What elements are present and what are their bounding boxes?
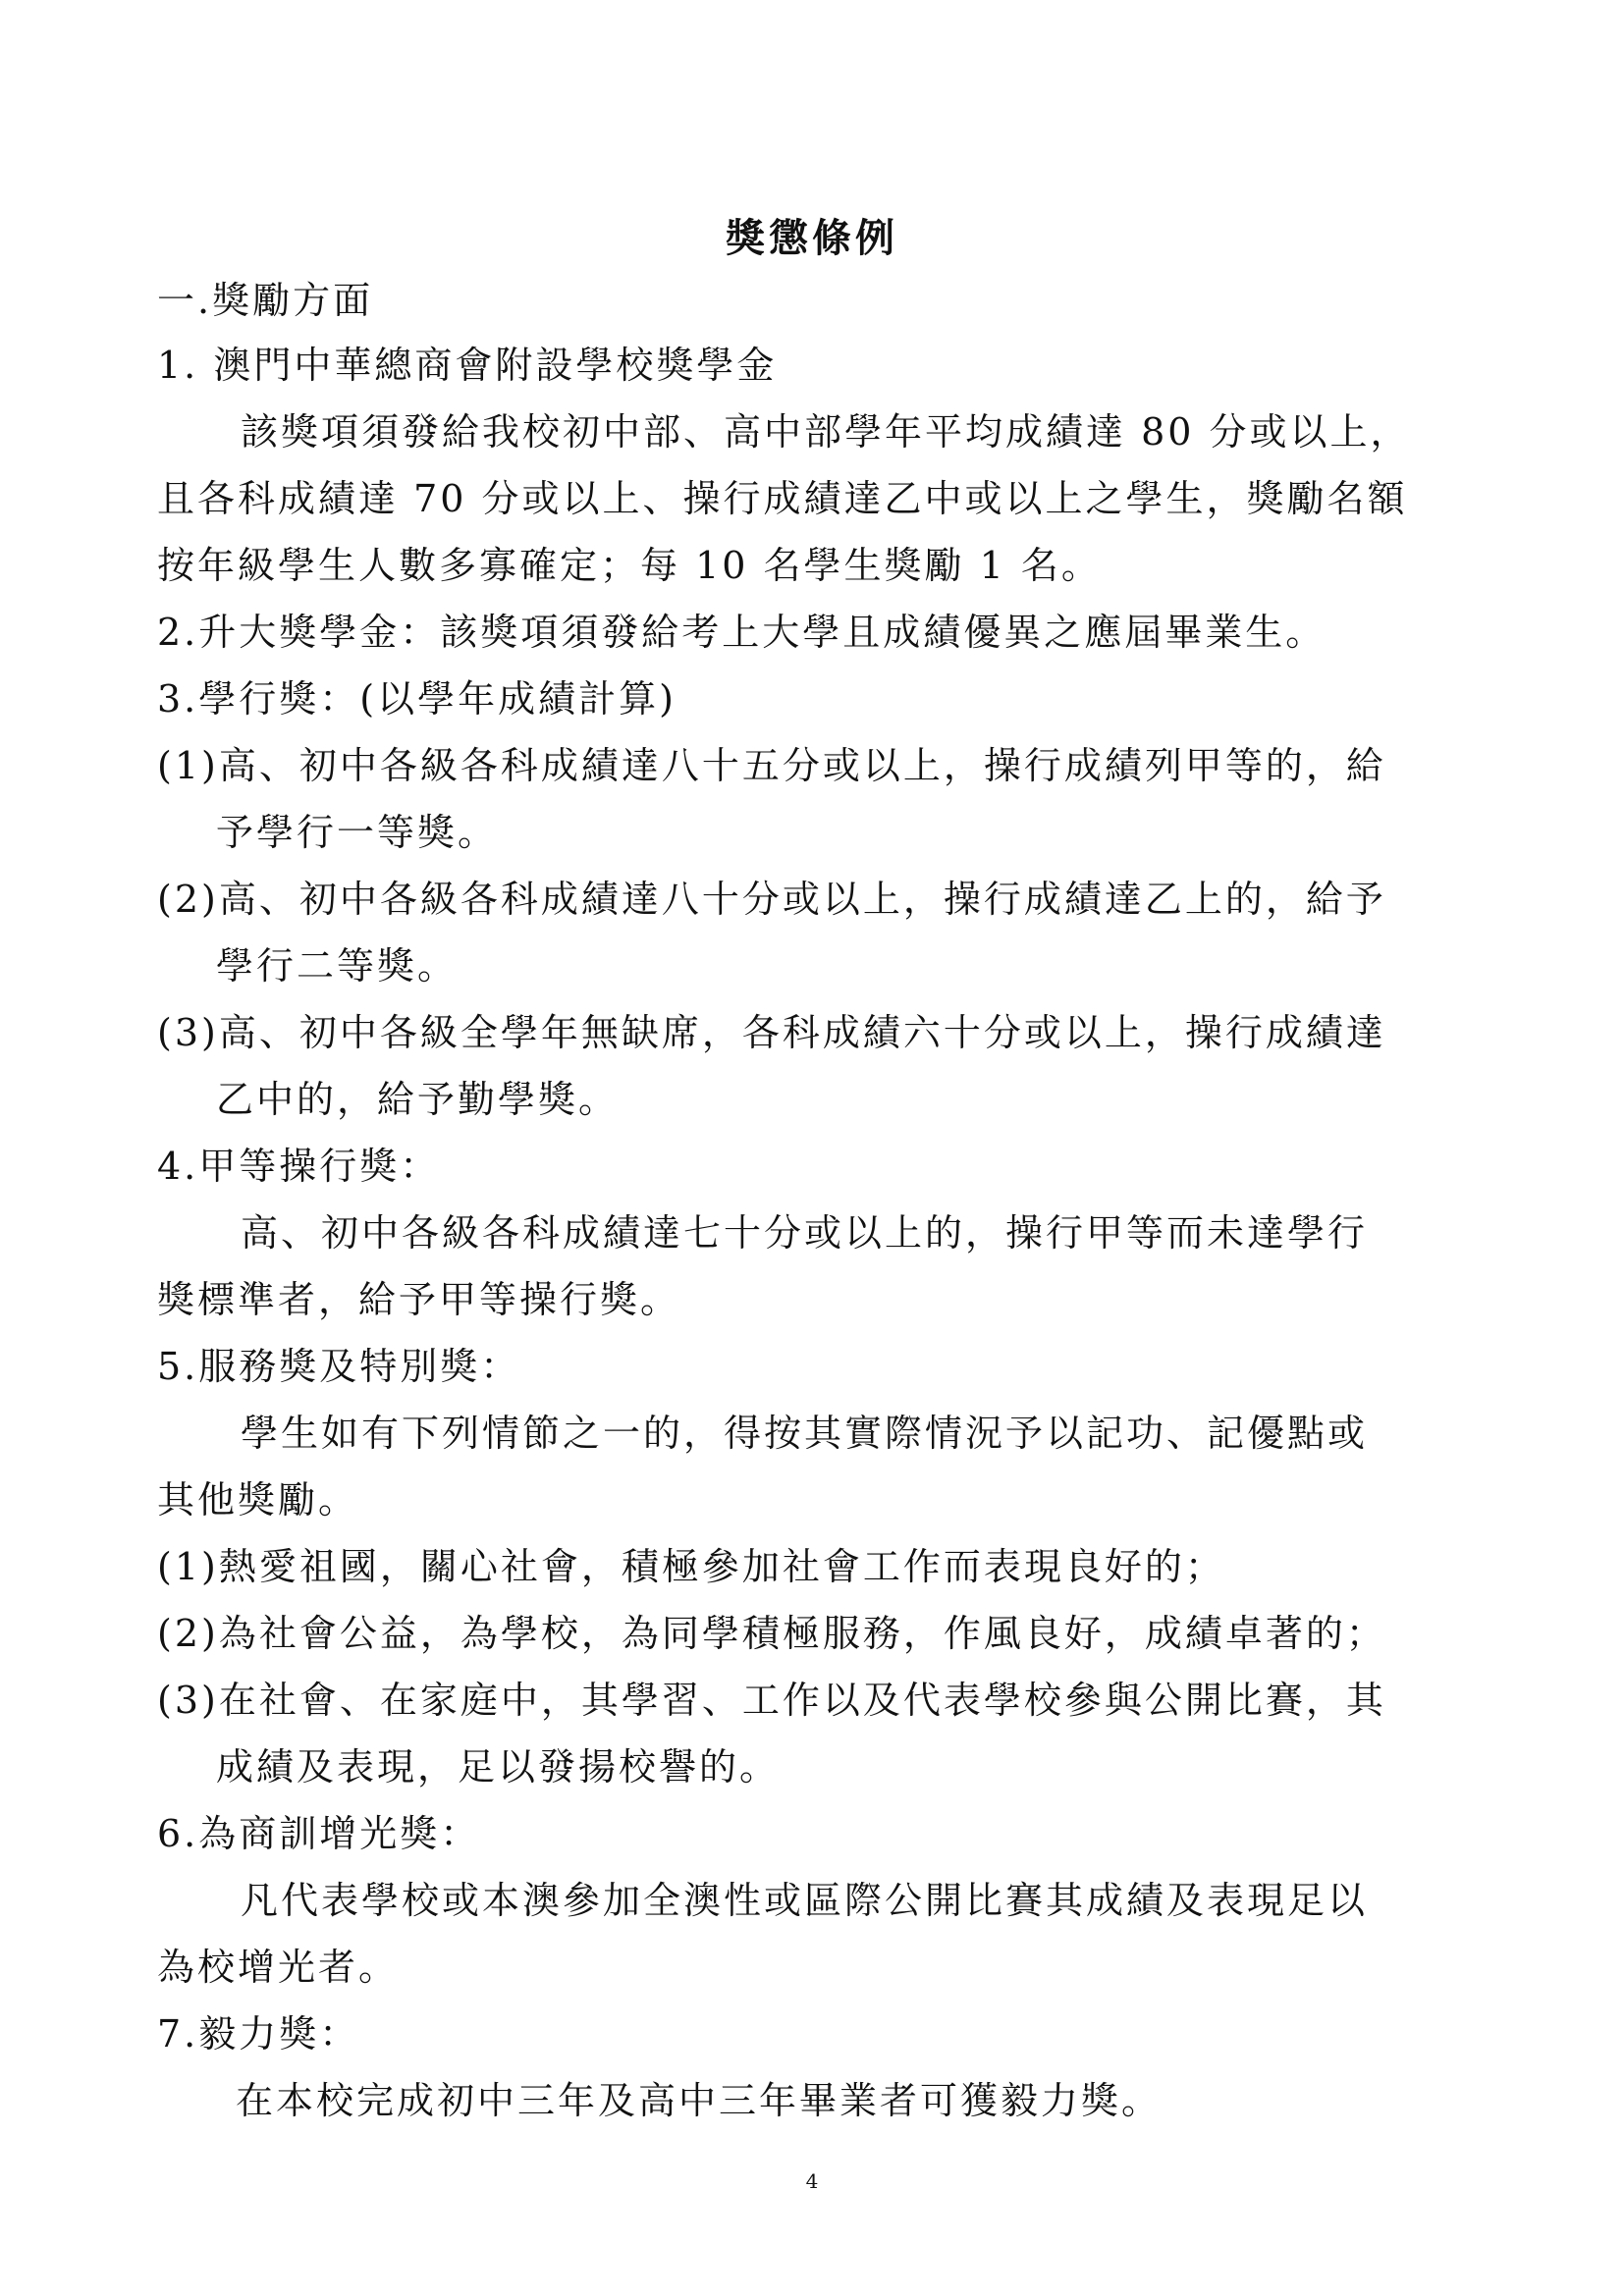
page-title: 獎懲條例 xyxy=(726,215,898,261)
item-heading-honor-award: 6.為商訓增光獎： xyxy=(157,1812,481,1855)
item-heading-service-award: 5.服務獎及特別獎： xyxy=(157,1345,521,1388)
list-item: (1)熱愛祖國，關心社會，積極參加社會工作而表現良好的； xyxy=(157,1545,1225,1588)
paragraph-line: 其他獎勵。 xyxy=(157,1478,359,1522)
item-heading-university-scholarship: 2.升大獎學金：該獎項須發給考上大學且成績優異之應屆畢業生。 xyxy=(157,611,1326,654)
list-item: (3)在社會、在家庭中，其學習、工作以及代表學校參與公開比賽，其 xyxy=(157,1679,1386,1722)
section-heading-rewards: 一.獎勵方面 xyxy=(157,279,374,322)
paragraph-line: 為校增光者。 xyxy=(157,1946,400,1989)
item-heading-academic-award: 3.學行獎：(以學年成績計算) xyxy=(157,677,677,721)
list-item-continuation: 學行二等獎。 xyxy=(216,944,459,988)
item-heading-perseverance-award: 7.毅力獎： xyxy=(157,2012,360,2056)
list-item: (2)高、初中各級各科成績達八十分或以上，操行成績達乙上的，給予 xyxy=(157,878,1386,921)
paragraph-line: 按年級學生人數多寡確定；每 10 名學生獎勵 1 名。 xyxy=(157,544,1102,587)
paragraph-line: 凡代表學校或本澳參加全澳性或區際公開比賽其成績及表現足以 xyxy=(241,1879,1369,1922)
list-item-continuation: 成績及表現，足以發揚校譽的。 xyxy=(216,1745,781,1789)
paragraph-line: 獎標準者，給予甲等操行獎。 xyxy=(157,1278,681,1321)
paragraph-line: 高、初中各級各科成績達七十分或以上的，操行甲等而未達學行 xyxy=(241,1211,1369,1255)
item-heading-conduct-award: 4.甲等操行獎： xyxy=(157,1145,441,1188)
paragraph-line: 且各科成績達 70 分或以上、操行成績達乙中或以上之學生，獎勵名額 xyxy=(157,477,1408,520)
list-item-continuation: 予學行一等獎。 xyxy=(216,811,499,854)
paragraph-line: 該獎項須發給我校初中部、高中部學年平均成績達 80 分或以上， xyxy=(241,410,1411,454)
paragraph-line: 在本校完成初中三年及高中三年畢業者可獲毅力獎。 xyxy=(236,2079,1163,2122)
page-number: 4 xyxy=(805,2169,819,2193)
list-item-continuation: 乙中的，給予勤學獎。 xyxy=(216,1078,620,1121)
list-item: (3)高、初中各級全學年無缺席，各科成績六十分或以上，操行成績達 xyxy=(157,1011,1386,1054)
item-heading-scholarship: 1. 澳門中華總商會附設學校獎學金 xyxy=(157,344,778,387)
paragraph-line: 學生如有下列情節之一的，得按其實際情況予以記功、記優點或 xyxy=(241,1412,1369,1455)
list-item: (2)為社會公益，為學校，為同學積極服務，作風良好，成績卓著的； xyxy=(157,1612,1386,1655)
list-item: (1)高、初中各級各科成績達八十五分或以上，操行成績列甲等的，給 xyxy=(157,744,1386,787)
